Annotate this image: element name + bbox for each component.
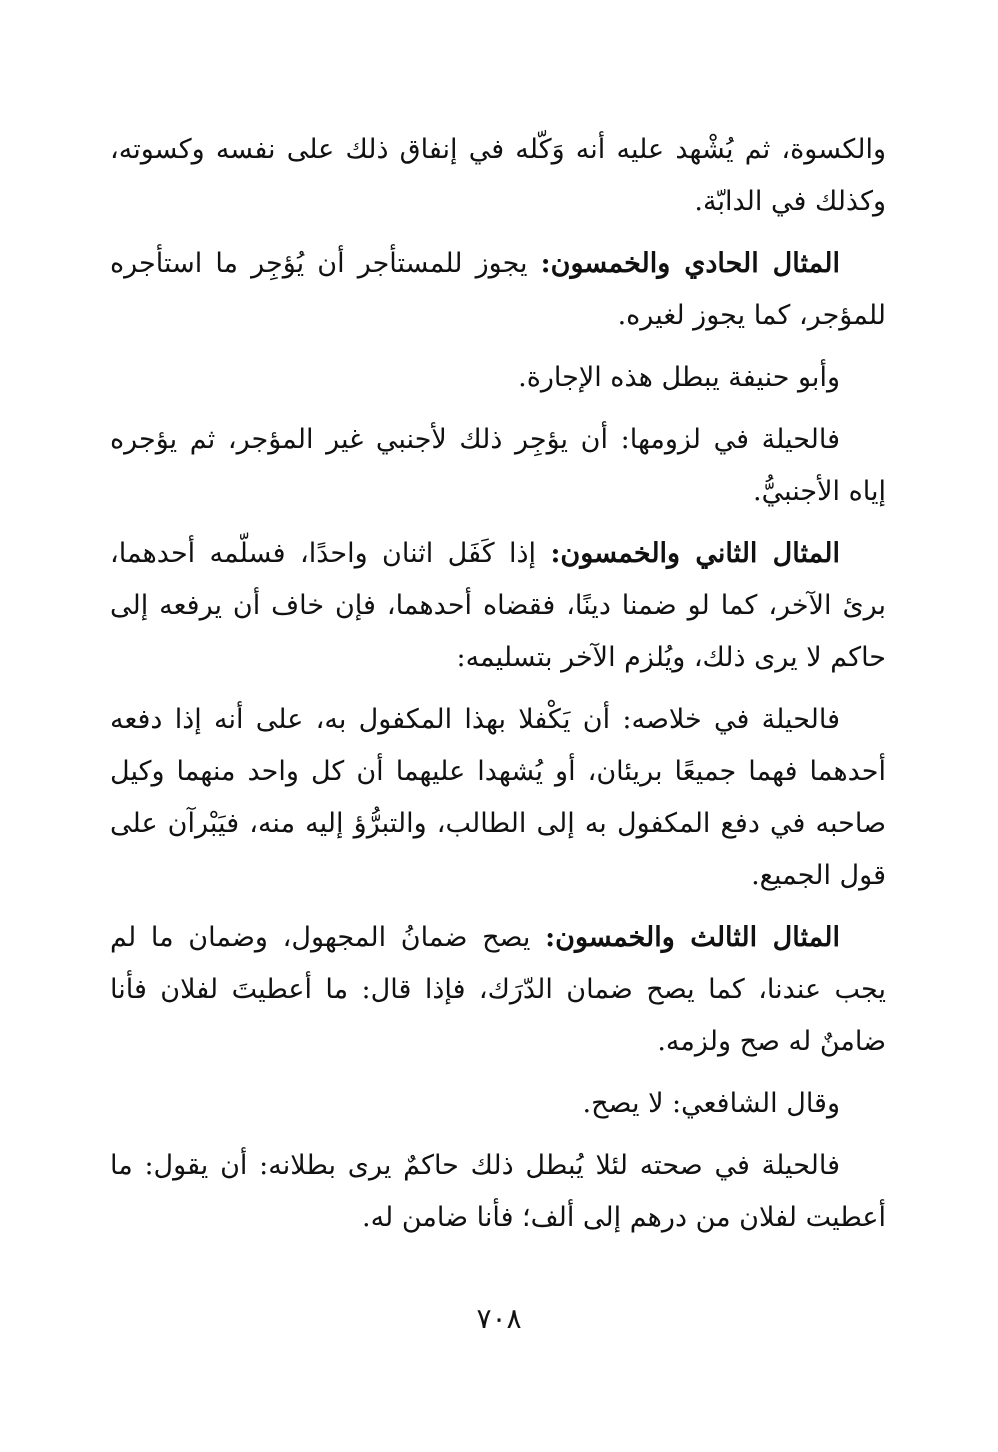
paragraph-text: وأبو حنيفة يبطل هذه الإجارة. — [518, 362, 840, 393]
paragraph-lead: المثال الحادي والخمسون: — [540, 248, 840, 279]
paragraph-text: إذا كَفَل اثنان واحدًا، فسلّمه أحدهما، برئ الآخر، كما لو ضمنا دينًا، فقضاه أحدهما، فإن خاف أن يرفعه إلى حاكم لا يرى ذلك، ويُلزم الآخر بتسليمه: — [110, 538, 886, 673]
paragraph-lead: المثال الثالث والخمسون: — [545, 922, 840, 953]
paragraph-7 — [110, 912, 886, 1068]
paragraph-text: والكسوة، ثم يُشْهد عليه أنه وَكّله في إنفاق ذلك على نفسه وكسوته، وكذلك في الدابّة. — [110, 134, 886, 217]
paragraph-3 — [110, 352, 886, 404]
paragraph-4 — [110, 414, 886, 518]
paragraph-2 — [110, 238, 886, 342]
paragraph-text: فالحيلة في لزومها: أن يؤجِر ذلك لأجنبي غير المؤجر، ثم يؤجره إياه الأجنبيُّ. — [110, 424, 886, 507]
paragraph-text: يجوز للمستأجر أن يُؤجِر ما استأجره للمؤجر، كما يجوز لغيره. — [110, 248, 886, 331]
page-number: ٧٠٨ — [476, 1302, 522, 1335]
paragraph-lead: المثال الثاني والخمسون: — [550, 538, 840, 569]
paragraph-6 — [110, 694, 886, 902]
page-body — [110, 124, 886, 1254]
paragraph-text: وقال الشافعي: لا يصح. — [582, 1088, 840, 1119]
paragraph-8 — [110, 1078, 886, 1130]
paragraph-text: فالحيلة في خلاصه: أن يَكْفلا بهذا المكفول به، على أنه إذا دفعه أحدهما فهما جميعًا بريئان، أو يُشهدا عليهما أن كل واحد منهما وكيل صاحبه في دفع المكفول به إلى الطالب، والتبرُّؤ إليه منه، فيَبْرآن على قول الجميع. — [110, 704, 886, 891]
paragraph-1 — [110, 124, 886, 228]
paragraph-text: فالحيلة في صحته لئلا يُبطل ذلك حاكمٌ يرى بطلانه: أن يقول: ما أعطيت لفلان من درهم إلى ألف؛ فأنا ضامن له. — [110, 1150, 886, 1233]
paragraph-9 — [110, 1140, 886, 1244]
paragraph-5 — [110, 528, 886, 684]
paragraph-text: يصح ضمانُ المجهول، وضمان ما لم يجب عندنا، كما يصح ضمان الدّرَك، فإذا قال: ما أعطيتَ لفلان فأنا ضامنٌ له صح ولزمه. — [110, 922, 886, 1057]
